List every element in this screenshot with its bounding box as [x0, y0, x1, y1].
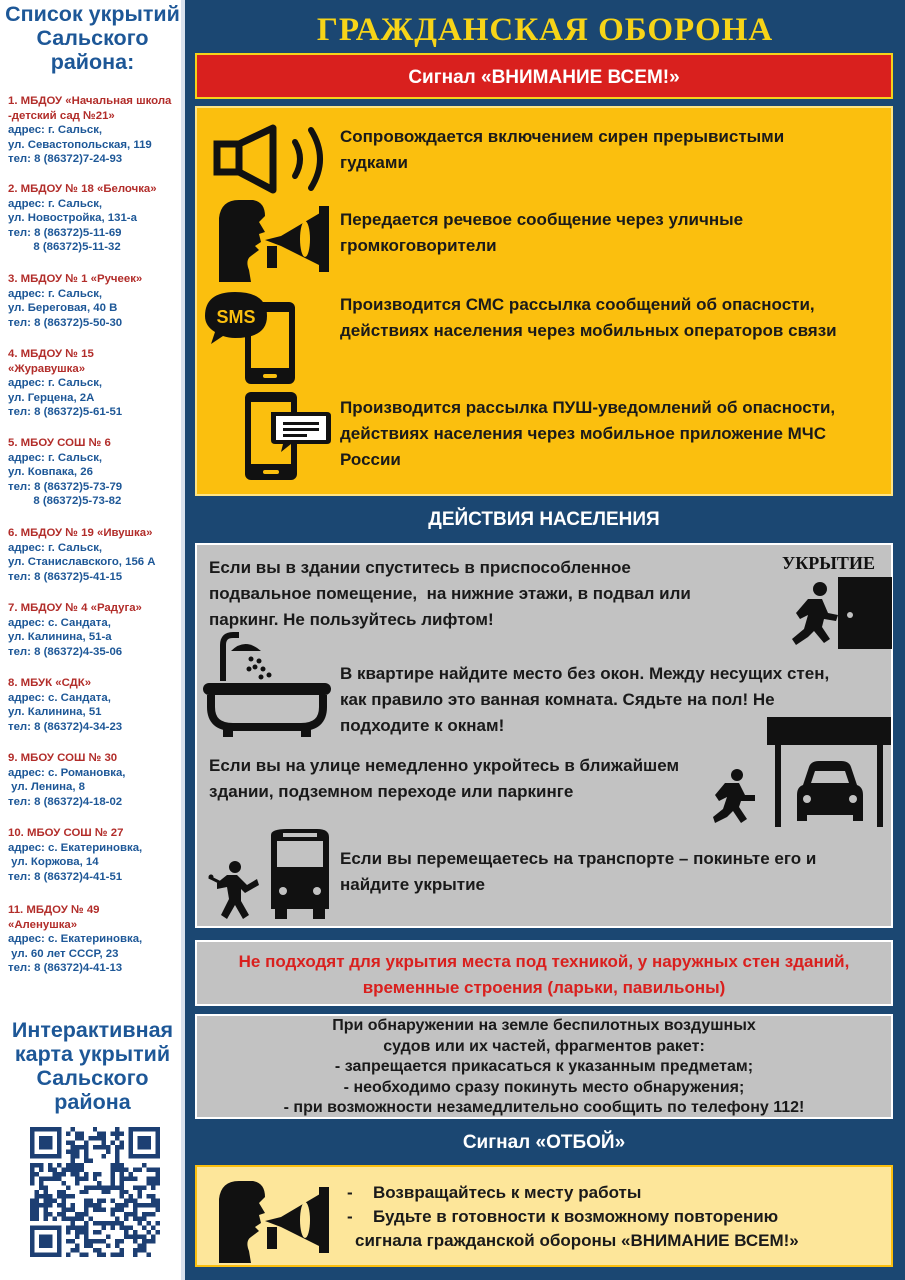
shelter-item [8, 272, 184, 330]
drone-debris-notice [195, 1014, 893, 1119]
shelter-item [8, 676, 184, 734]
shelter-name: 2. МБДОУ № 18 «Белочка» [8, 183, 157, 195]
shelter-details: адрес: г. Сальск, ул. Герцена, 2А тел: 8 (86372)5-61-51 [8, 377, 123, 419]
allclear-item [347, 1205, 778, 1229]
civil-defense-panel [185, 0, 905, 1280]
push-phone-icon [243, 390, 333, 482]
action-text: В квартире найдите место без окон. Между несущих стен, как правило это ванная комната. Сядьте на пол! Не подходите к окнам! [340, 664, 830, 735]
shelter-name: 10. МБОУ СОШ № 27 [8, 827, 124, 839]
svg-text:SMS: SMS [216, 307, 256, 327]
shelter-details: адрес: с. Романовка, ул. Ленина, 8 тел: 8 (86372)4-18-02 [8, 766, 126, 808]
attention-signal-box [195, 106, 893, 496]
shelter-name: 9. МБОУ СОШ № 30 [8, 752, 118, 764]
allclear-item [355, 1229, 799, 1253]
warning-text: Не подходят для укрытия места под техникой, у наружных стен зданий, временные строения (ларьки, павильоны) [238, 952, 850, 997]
attention-item-text: Передается речевое сообщение через уличные громкоговорители [340, 210, 744, 255]
speaker-icon [211, 124, 335, 194]
actions-section-title: ДЕЙСТВИЯ НАСЕЛЕНИЯ [428, 509, 660, 530]
shelter-details: адрес: г. Сальск, ул. Новостройка, 131-а тел: 8 (86372)5-11-69 8 (86372)5-11-32 [8, 197, 137, 254]
allclear-text: Возвращайтесь к месту работы [373, 1183, 642, 1202]
megaphone-person-icon [215, 1179, 333, 1263]
attention-item-text: Сопровождается включением сирен прерывистыми гудками [340, 127, 785, 172]
action-text: Если вы на улице немедленно укройтесь в ближайшем здании, подземном переходе или паркинге [209, 756, 680, 801]
shelter-item [8, 903, 184, 976]
shelter-list-sidebar [0, 0, 185, 1280]
garage-icon [705, 715, 895, 829]
shelter-details: адрес: г. Сальск, ул. Береговая, 40 В тел: 8 (86372)5-50-30 [8, 287, 123, 329]
shelter-item [8, 601, 184, 659]
shelter-details: адрес: г. Сальск, ул. Севастопольская, 119 тел: 8 (86372)7-24-93 [8, 124, 152, 166]
exit-door-icon [782, 575, 894, 649]
signal-allclear-banner: Сигнал «ОТБОЙ» [462, 1132, 626, 1153]
shelter-details: адрес: г. Сальск, ул. Станиславского, 156 А тел: 8 (86372)5-41-15 [8, 541, 156, 583]
drone-notice-text: При обнаружении на земле беспилотных воздушных судов или их частей, фрагментов ракет: - запрещается прикасаться к указанным предметам; - необходимо сразу покинуть место обнаружения; - при возможности незамедлительно сообщить по телефону 112! [283, 1017, 805, 1116]
unsafe-places-warning [195, 940, 893, 1006]
megaphone-person-icon [215, 198, 333, 282]
allclear-text: Будьте в готовности к возможному повторению [373, 1207, 779, 1226]
action-text: Если вы в здании спуститесь в приспособленное подвальное помещение, на нижние этажи, в подвал или паркинг. Не пользуйтесь лифтом! [209, 558, 691, 629]
shelter-list-title: Список укрытий Сальского района: [5, 2, 180, 74]
attention-item-text: Производится рассылка ПУШ-уведомлений об опасности, действиях населения через мобильное приложение МЧС России [340, 398, 836, 469]
shelter-label: УКРЫТИЕ [782, 553, 875, 573]
shelter-item [8, 436, 184, 509]
shelter-details: адрес: г. Сальск, ул. Ковпака, 26 тел: 8 (86372)5-73-79 8 (86372)5-73-82 [8, 451, 123, 508]
shelter-details: адрес: с. Екатериновка, ул. 60 лет СССР, 23 тел: 8 (86372)4-41-13 [8, 933, 143, 975]
allclear-text: сигнала гражданской обороны «ВНИМАНИЕ ВСЕМ!» [355, 1231, 799, 1250]
shelter-name: 6. МБДОУ № 19 «Ивушка» [8, 527, 153, 539]
shelter-item [8, 347, 184, 420]
bus-icon [205, 825, 331, 921]
shelter-name: 8. МБУК «СДК» [8, 677, 92, 689]
shelter-name: 7. МБДОУ № 4 «Радуга» [8, 602, 142, 614]
shelter-name: 3. МБДОУ № 1 «Ручеек» [8, 273, 143, 285]
shelter-item [8, 751, 184, 809]
bathtub-icon [201, 631, 333, 739]
page-title: ГРАЖДАНСКАЯ ОБОРОНА [316, 12, 774, 48]
shelter-details: адрес: с. Екатериновка, ул. Коржова, 14 тел: 8 (86372)4-41-51 [8, 841, 143, 883]
qr-code-icon[interactable] [30, 1127, 160, 1257]
shelter-item [8, 826, 184, 884]
interactive-map-title: Интерактивная карта укрытий Сальского района [11, 1018, 174, 1114]
shelter-item [8, 182, 184, 255]
bullet-dash: - [347, 1207, 353, 1226]
sms-phone-icon [201, 286, 301, 386]
attention-item-text: Производится СМС рассылка сообщений об опасности, действиях населения через мобильных операторов связи [340, 295, 837, 340]
allclear-signal-box [195, 1165, 893, 1267]
action-text: Если вы перемещаетесь на транспорте – покиньте его и найдите укрытие [340, 849, 817, 894]
shelter-name: 4. МБДОУ № 15 «Журавушка» [8, 348, 94, 375]
shelter-details: адрес: с. Сандата, ул. Калинина, 51 тел: 8 (86372)4-34-23 [8, 691, 123, 733]
bullet-dash: - [347, 1183, 353, 1202]
allclear-item [347, 1181, 641, 1205]
population-actions-box [195, 543, 893, 928]
signal-attention-banner: Сигнал «ВНИМАНИЕ ВСЕМ!» [195, 53, 893, 99]
shelter-item [8, 526, 184, 584]
shelter-details: адрес: с. Сандата, ул. Калинина, 51-а тел: 8 (86372)4-35-06 [8, 616, 123, 658]
shelter-name: 1. МБДОУ «Начальная школа -детский сад №21» [8, 95, 172, 122]
shelter-name: 11. МБДОУ № 49 «Аленушка» [8, 904, 100, 931]
shelter-name: 5. МБОУ СОШ № 6 [8, 437, 111, 449]
shelter-item [8, 94, 184, 167]
